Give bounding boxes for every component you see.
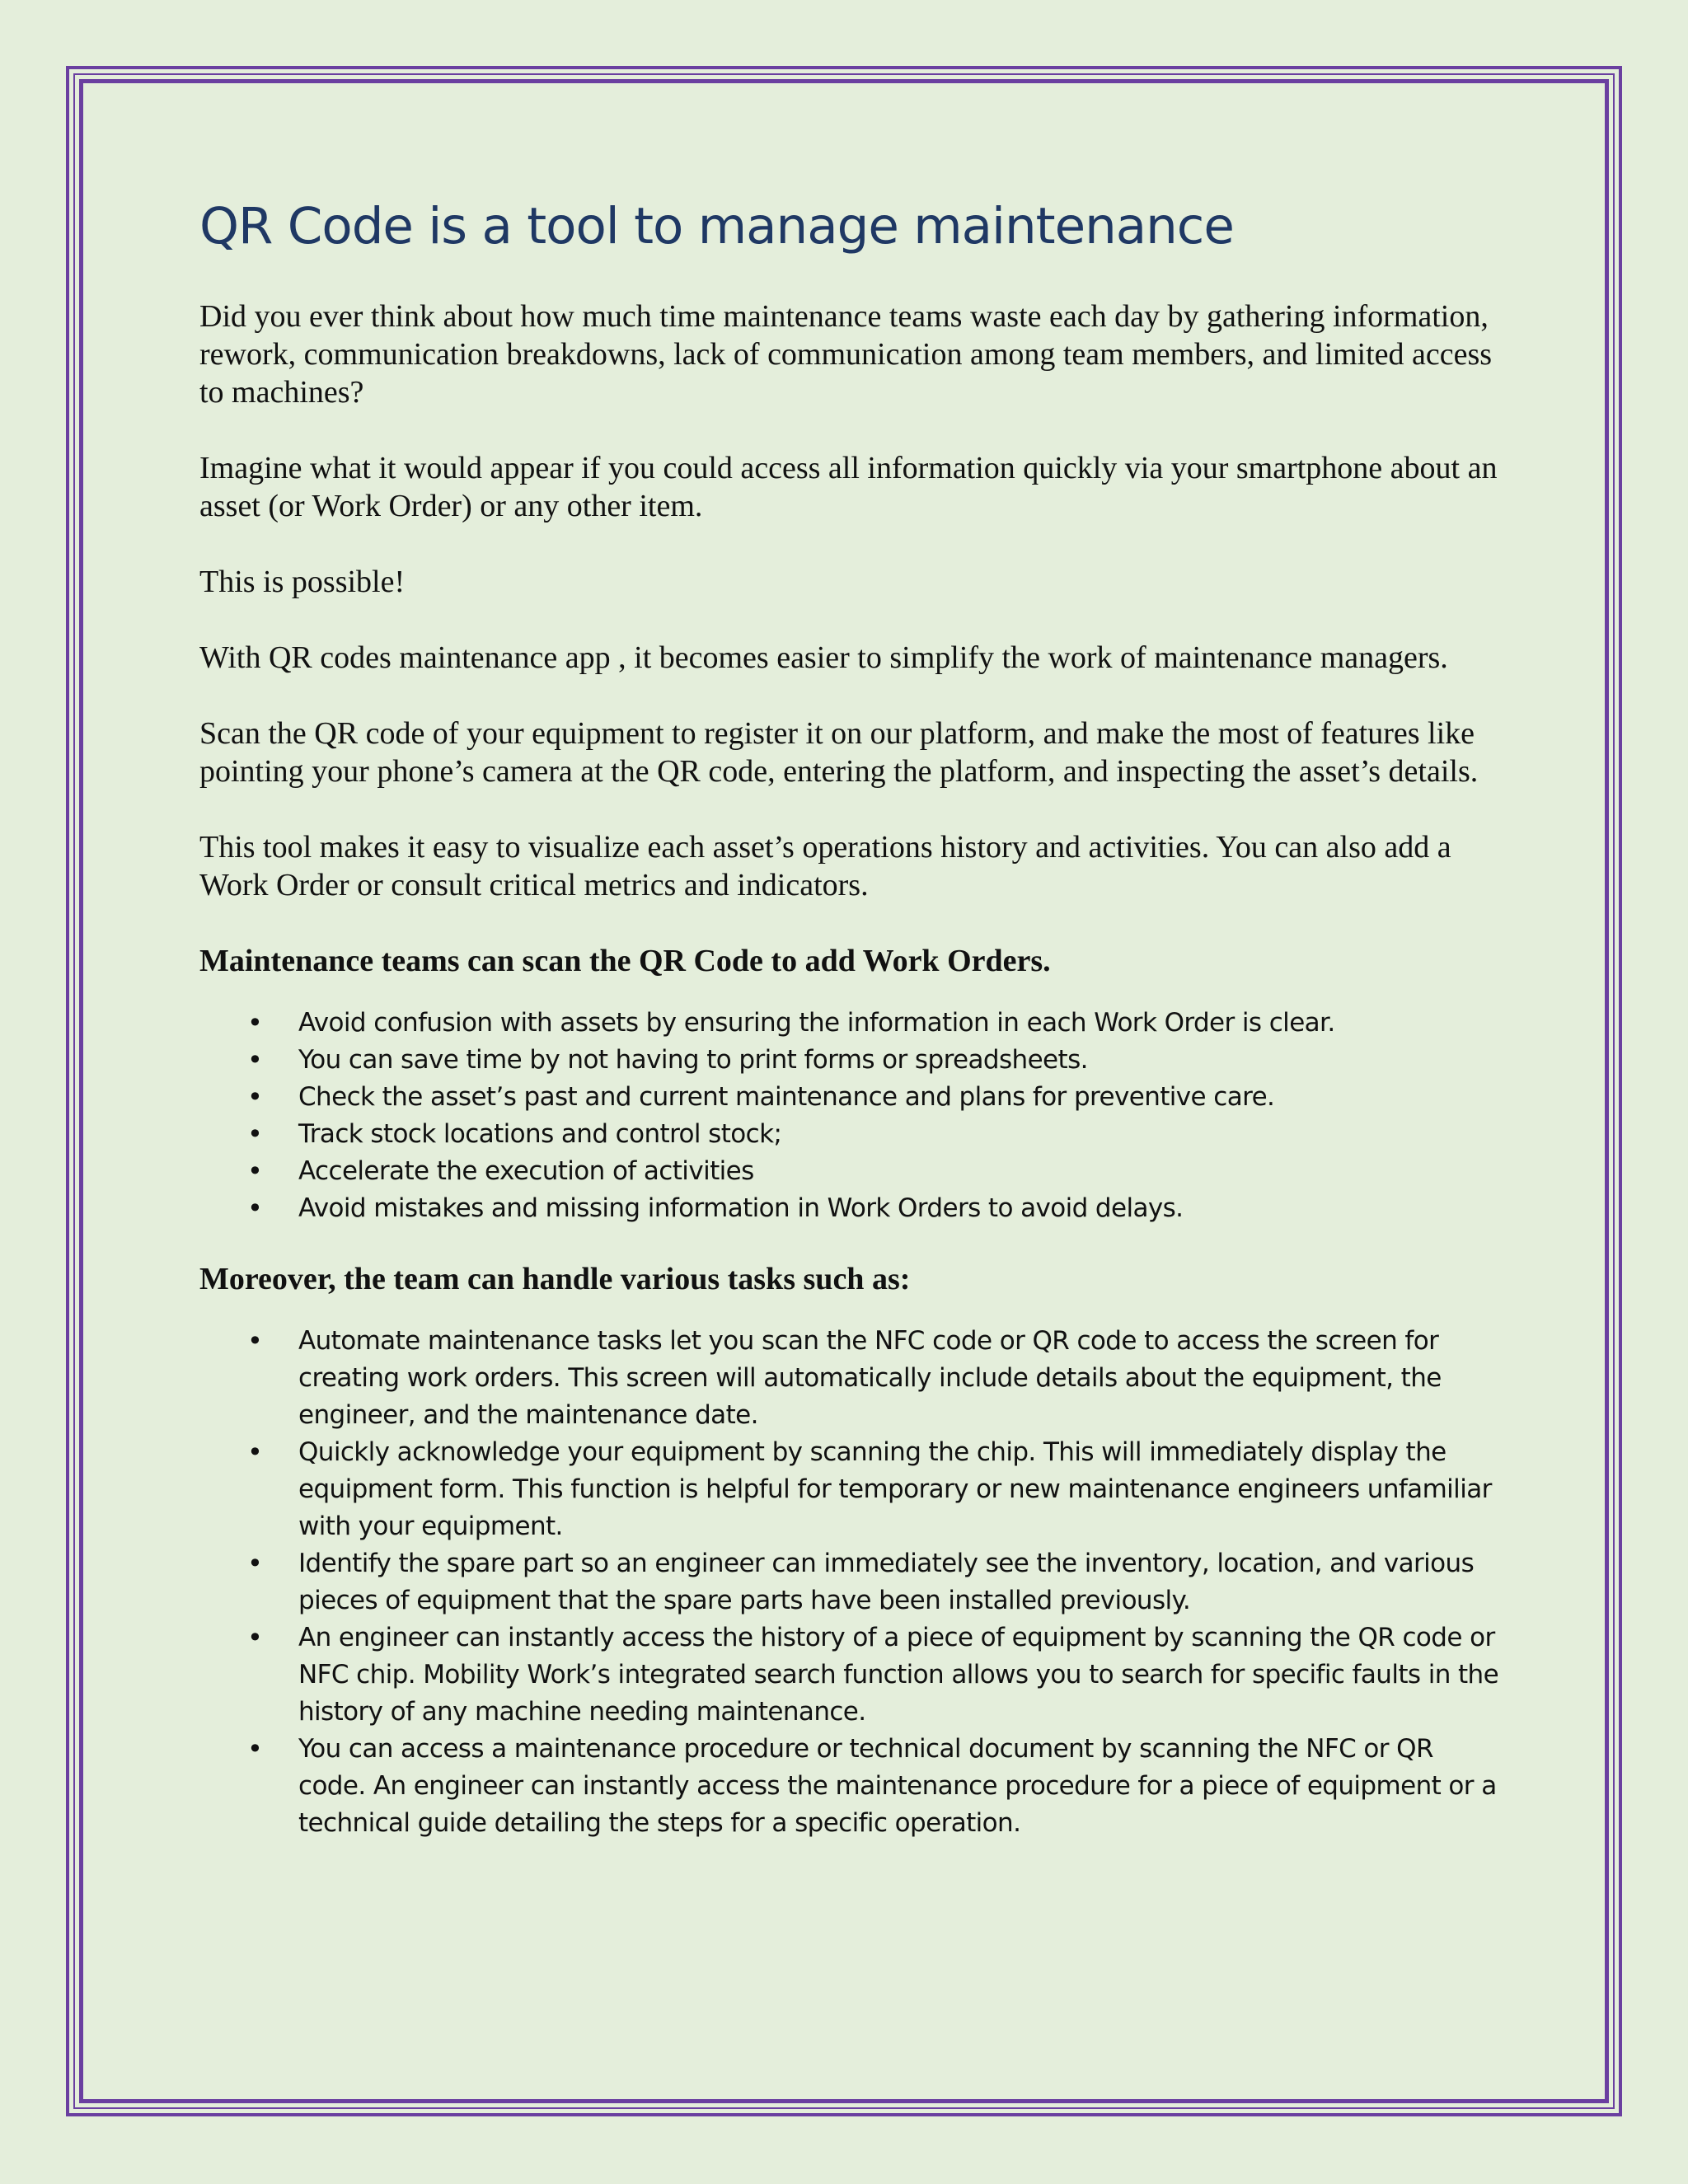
paragraph-scan: Scan the QR code of your equipment to register it on our platform, and make the most of features like pointing your phone’s camera at the QR code, entering the platform, and inspecting the asset’s details.: [199, 716, 1479, 790]
bullet-icon: •: [247, 1007, 263, 1039]
document-body: [199, 196, 1502, 1875]
list-item: [199, 1190, 1502, 1227]
list-item-text: Identify the spare part so an engineer can immediately see the inventory, location, and various pieces of equipment that the spare parts have been installed previously.: [298, 1549, 1475, 1616]
list-item-text: Quickly acknowledge your equipment by scanning the chip. This will immediately display the equipment form. This function is helpful for temporary or new maintenance engineers unfamiliar with your equipment.: [298, 1437, 1492, 1542]
bullet-icon: •: [247, 1193, 263, 1225]
bullet-list-work-orders: [199, 1005, 1502, 1227]
section-heading-tasks: Moreover, the team can handle various tasks such as:: [199, 1262, 911, 1297]
list-item: [199, 1731, 1502, 1842]
page-title: QR Code is a tool to manage maintenance: [199, 197, 1234, 255]
bullet-icon: •: [247, 1622, 263, 1654]
list-item-text: You can save time by not having to print forms or spreadsheets.: [298, 1045, 1088, 1076]
paragraph-app: With QR codes maintenance app , it becomes easier to simplify the work of maintenance managers.: [199, 640, 1448, 676]
bullet-list-tasks: [199, 1323, 1502, 1842]
bullet-icon: •: [247, 1436, 263, 1469]
list-item-text: Accelerate the execution of activities: [298, 1156, 754, 1187]
bullet-icon: •: [247, 1733, 263, 1765]
paragraph-intro: Did you ever think about how much time maintenance teams waste each day by gathering information, rework, communication breakdowns, lack of communication among team members, and limited access to machines?: [199, 299, 1493, 410]
section-heading-work-orders: Maintenance teams can scan the QR Code to add Work Orders.: [199, 944, 1051, 979]
paragraph-possible: This is possible!: [199, 565, 406, 600]
list-item: [199, 1079, 1502, 1116]
bullet-icon: •: [247, 1118, 263, 1151]
list-item: [199, 1434, 1502, 1545]
list-item: [199, 1545, 1502, 1619]
list-item: [199, 1153, 1502, 1190]
list-item: [199, 1619, 1502, 1731]
list-item-text: Check the asset’s past and current maintenance and plans for preventive care.: [298, 1082, 1275, 1113]
list-item: [199, 1323, 1502, 1434]
list-item: [199, 1116, 1502, 1153]
bullet-icon: •: [247, 1044, 263, 1076]
list-item-text: Automate maintenance tasks let you scan the NFC code or QR code to access the screen for creating work orders. This screen will automatically include details about the equipment, the engineer, and the maintenance date.: [298, 1326, 1442, 1431]
bullet-icon: •: [247, 1081, 263, 1113]
list-item-text: Track stock locations and control stock;: [298, 1119, 782, 1150]
list-item-text: An engineer can instantly access the history of a piece of equipment by scanning the QR code or NFC chip. Mobility Work’s integrated search function allows you to search for specific faults in the history of any machine needing maintenance.: [298, 1623, 1499, 1727]
paragraph-imagine: Imagine what it would appear if you could access all information quickly via your smartphone about an asset (or Work Order) or any other item.: [199, 451, 1498, 524]
list-item: [199, 1005, 1502, 1042]
bullet-icon: •: [247, 1548, 263, 1580]
paragraph-visualize: This tool makes it easy to visualize each asset’s operations history and activities. You can also add a Work Order or consult critical metrics and indicators.: [199, 830, 1451, 903]
list-item-text: Avoid mistakes and missing information in Work Orders to avoid delays.: [298, 1193, 1184, 1224]
list-item-text: Avoid confusion with assets by ensuring the information in each Work Order is clear.: [298, 1008, 1335, 1038]
bullet-icon: •: [247, 1155, 263, 1188]
list-item: [199, 1042, 1502, 1079]
list-item-text: You can access a maintenance procedure or technical document by scanning the NFC or QR code. An engineer can instantly access the maintenance procedure for a piece of equipment or a technical guide detailing the steps for a specific operation.: [298, 1734, 1497, 1839]
bullet-icon: •: [247, 1325, 263, 1357]
